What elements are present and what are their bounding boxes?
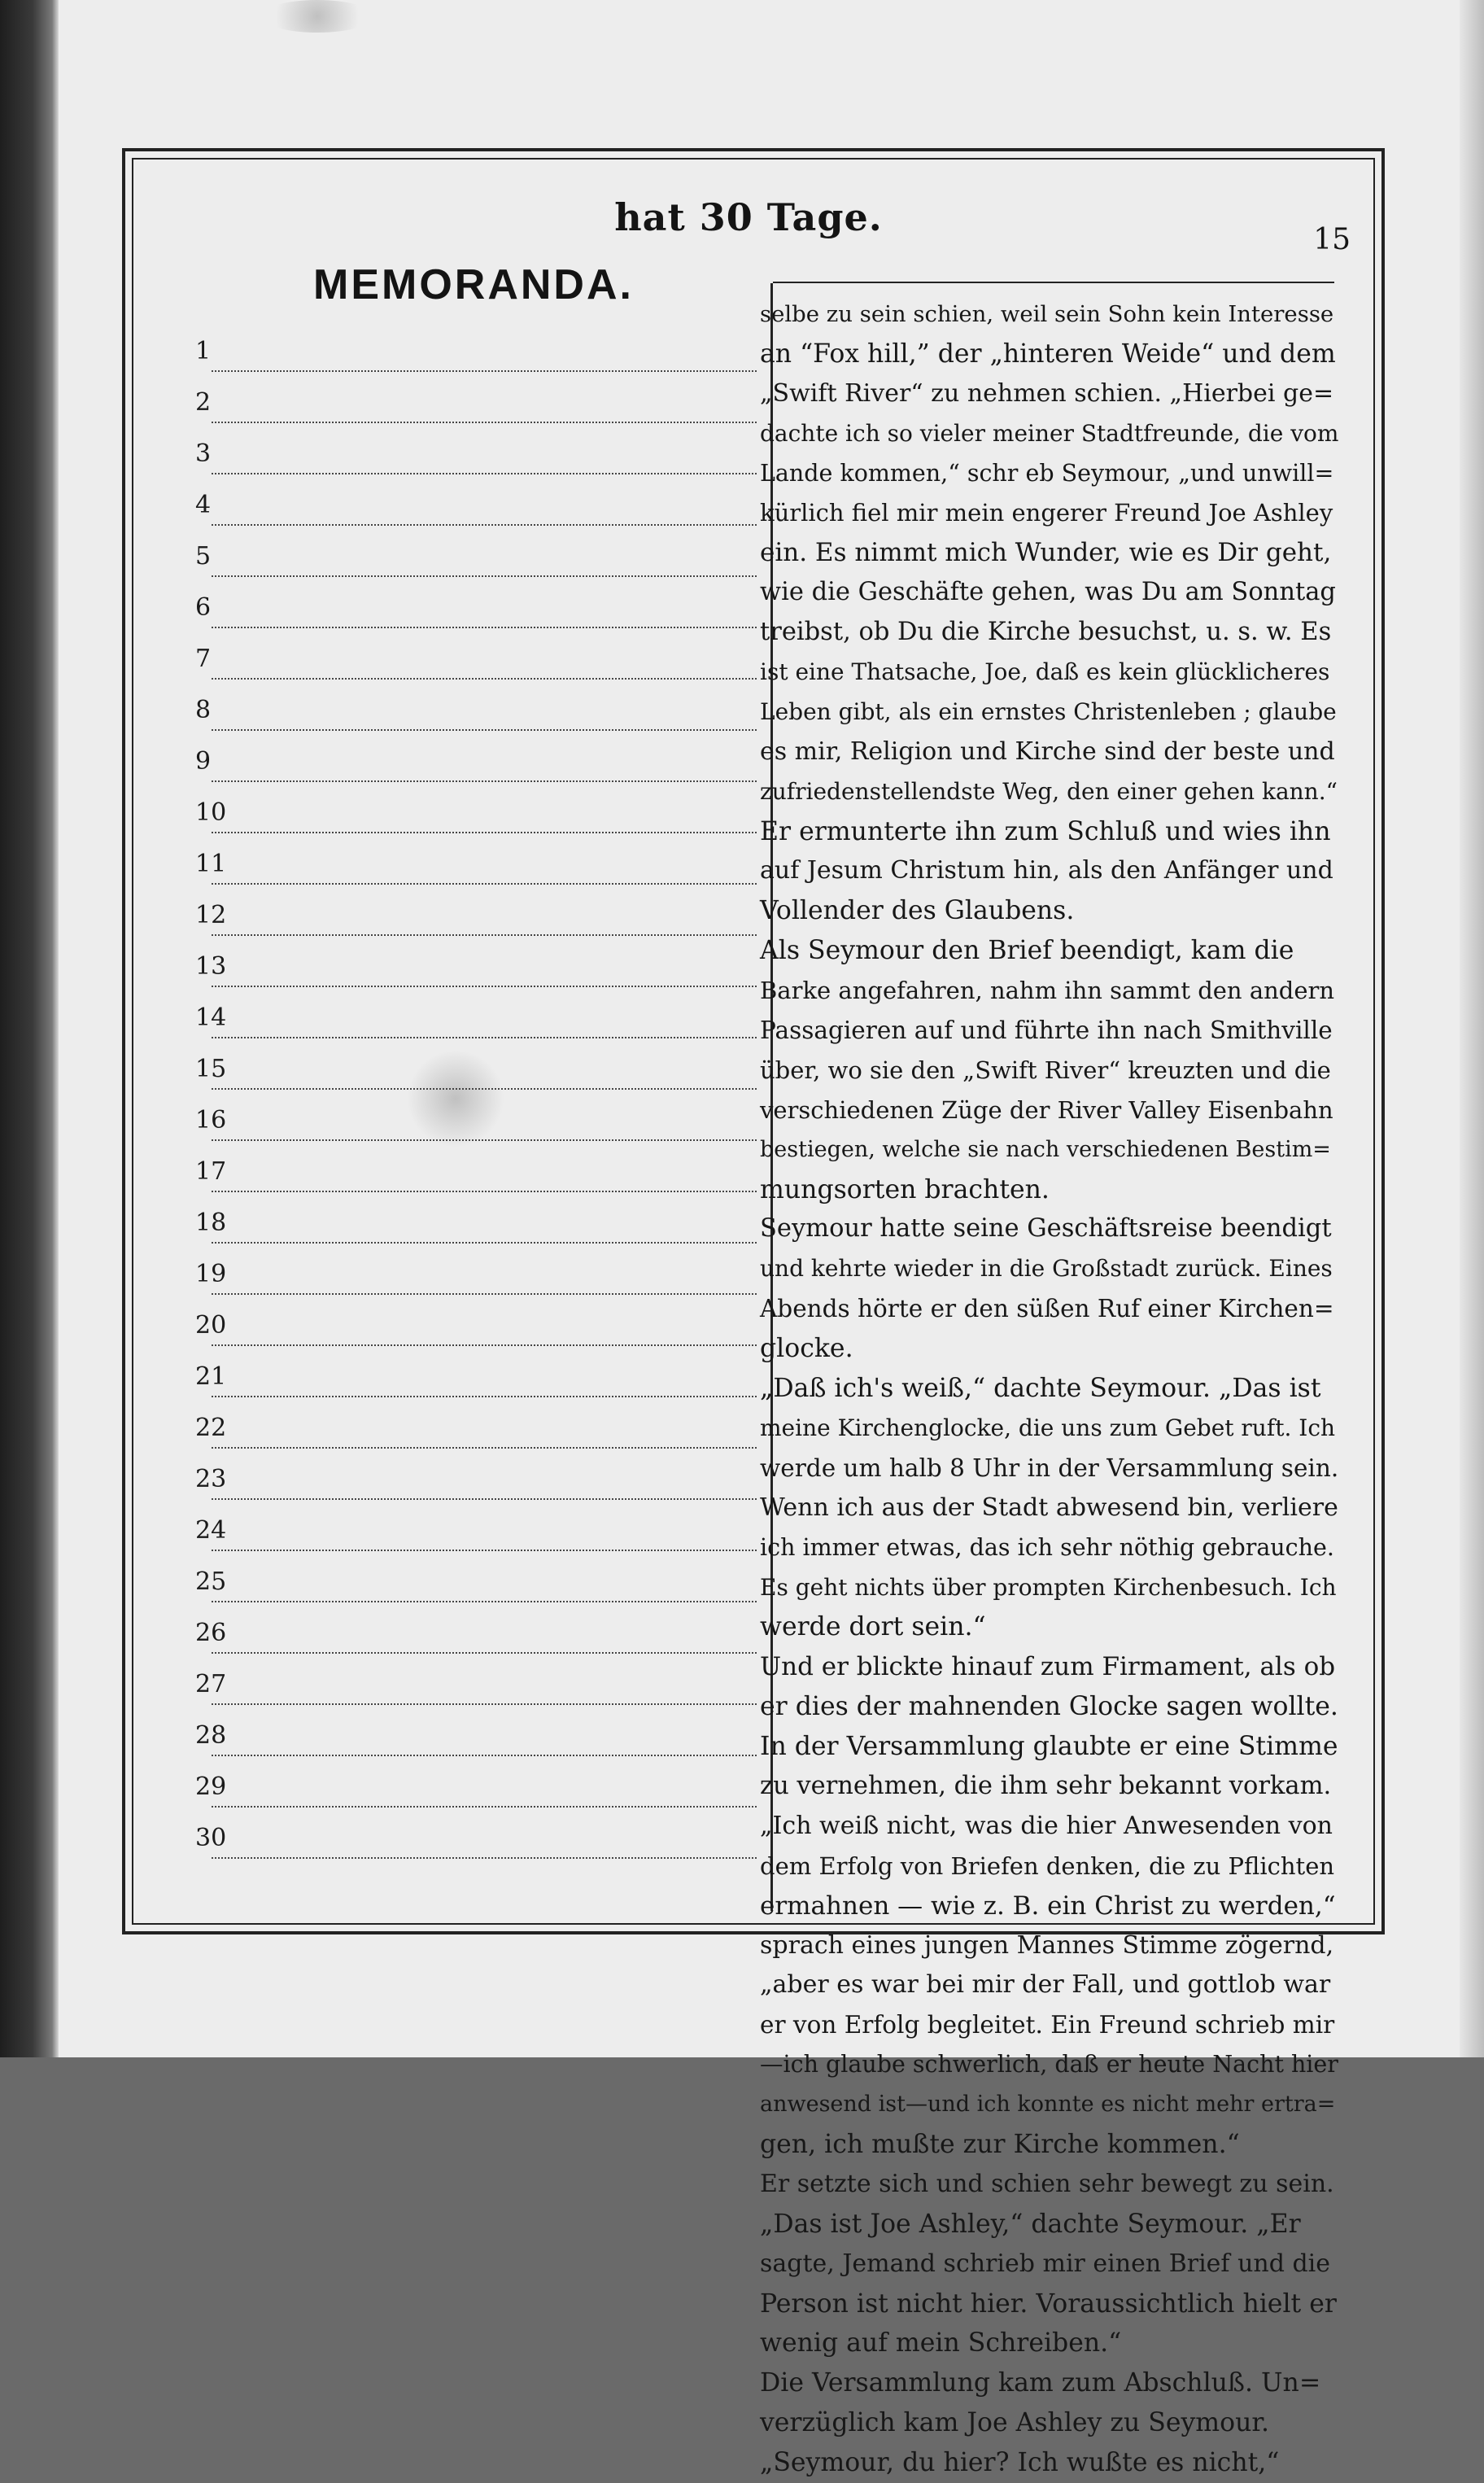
memo-line-number: 22 <box>195 1414 227 1442</box>
text-line: Er ermunterte ihn zum Schluß und wies ihn <box>760 816 1331 846</box>
book-binding-edge <box>0 0 59 2057</box>
text-line: Abends hörte er den süßen Ruf einer Kirchen= <box>760 1295 1334 1323</box>
memo-line <box>195 787 757 838</box>
text-line: Vollender des Glaubens. <box>760 896 1075 926</box>
text-line: werde um halb 8 Uhr in der Versammlung sein. <box>760 1454 1339 1482</box>
memo-dotted-rule <box>212 422 757 423</box>
memo-dotted-rule <box>212 1601 757 1602</box>
memo-line <box>195 1197 757 1248</box>
text-line: ist eine Thatsache, Joe, daß es kein glücklicheres <box>760 658 1330 686</box>
memo-line-number: 1 <box>195 337 212 365</box>
text-line: Person ist nicht hier. Voraussichtlich hielt er <box>760 2288 1337 2319</box>
text-line: wenig auf mein Schreiben.“ <box>760 2328 1122 2358</box>
text-line: selbe zu sein schien, weil sein Sohn kein Interesse <box>760 301 1334 327</box>
memo-line <box>195 479 757 531</box>
text-line: In der Versammlung glaubte er eine Stimme <box>760 1732 1338 1762</box>
memo-line <box>195 428 757 479</box>
memo-line <box>195 1505 757 1556</box>
text-line: es mir, Religion und Kirche sind der beste und <box>760 737 1335 766</box>
text-line: Als Seymour den Brief beendigt, kam die <box>760 936 1294 966</box>
memo-dotted-rule <box>212 1293 757 1295</box>
memo-line-number: 3 <box>195 439 212 468</box>
memo-dotted-rule <box>212 1550 757 1551</box>
memo-line <box>195 1095 757 1146</box>
memo-dotted-rule <box>212 1652 757 1654</box>
memo-dotted-rule <box>212 1703 757 1705</box>
memo-dotted-rule <box>212 1191 757 1192</box>
text-line: an “Fox hill,” der „hinteren Weide“ und dem <box>760 339 1336 369</box>
memo-line <box>195 633 757 684</box>
memo-dotted-rule <box>212 934 757 936</box>
text-line: meine Kirchenglocke, die uns zum Gebet ruft. Ich <box>760 1414 1336 1441</box>
memo-dotted-rule <box>212 678 757 680</box>
memo-dotted-rule <box>212 1139 757 1141</box>
text-line: Es geht nichts über prompten Kirchenbesuch. Ich <box>760 1573 1337 1601</box>
memo-line-number: 18 <box>195 1209 227 1237</box>
text-line: zu vernehmen, die ihm sehr bekannt vorkam. <box>760 1771 1332 1800</box>
memo-dotted-rule <box>212 1242 757 1244</box>
memo-dotted-rule <box>212 575 757 577</box>
ink-smudge <box>260 0 374 33</box>
memo-line <box>195 1607 757 1659</box>
text-line: ein. Es nimmt mich Wunder, wie es Dir geht, <box>760 538 1332 568</box>
text-line: auf Jesum Christum hin, als den Anfänger und <box>760 856 1333 885</box>
text-line: und kehrte wieder in die Großstadt zurück. Eines <box>760 1255 1333 1283</box>
memo-dotted-rule <box>212 1396 757 1397</box>
text-line: ermahnen — wie z. B. ein Christ zu werden,“ <box>760 1891 1336 1921</box>
memo-line-number: 4 <box>195 491 212 519</box>
memo-line-number: 5 <box>195 542 212 570</box>
text-line: kürlich fiel mir mein engerer Freund Joe Ashley <box>760 499 1333 527</box>
text-line: dem Erfolg von Briefen denken, die zu Pflichten <box>760 1851 1335 1880</box>
memo-line <box>195 326 757 377</box>
memo-dotted-rule <box>212 780 757 782</box>
page-edge <box>1460 0 1484 2057</box>
memo-line-number: 11 <box>195 850 227 878</box>
text-line: ich immer etwas, das ich sehr nöthig gebrauche. <box>760 1533 1334 1561</box>
memo-dotted-rule <box>212 883 757 885</box>
text-line: dachte ich so vieler meiner Stadtfreunde, die vom <box>760 419 1339 447</box>
text-line: wie die Geschäfte gehen, was Du am Sonntag <box>760 578 1336 607</box>
memo-dotted-rule <box>212 1498 757 1500</box>
text-line: Lande kommen,“ schr eb Seymour, „und unwill= <box>760 459 1334 487</box>
text-line: mungsorten brachten. <box>760 1174 1050 1204</box>
memo-line-number: 12 <box>195 901 227 929</box>
memo-dotted-rule <box>212 1857 757 1859</box>
text-line: Wenn ich aus der Stadt abwesend bin, verliere <box>760 1493 1338 1522</box>
memo-line <box>195 941 757 992</box>
page-number: 15 <box>1313 223 1351 256</box>
text-line: „Ich weiß nicht, was die hier Anwesenden von <box>760 1811 1333 1840</box>
memo-line <box>195 684 757 736</box>
memo-line <box>195 1659 757 1710</box>
memo-line-number: 26 <box>195 1619 227 1647</box>
text-line: Die Versammlung kam zum Abschluß. Un= <box>760 2368 1321 2398</box>
memo-line <box>195 1710 757 1761</box>
text-line: „Daß ich's weiß,“ dachte Seymour. „Das ist <box>760 1374 1321 1404</box>
memo-line-number: 16 <box>195 1106 227 1134</box>
memo-line-number: 24 <box>195 1516 227 1545</box>
text-line: Er setzte sich und schien sehr bewegt zu sein. <box>760 2169 1334 2198</box>
memo-line <box>195 1146 757 1197</box>
memo-line-number: 30 <box>195 1824 227 1852</box>
text-line: er dies der mahnenden Glocke sagen wollte. <box>760 1692 1338 1722</box>
memo-line <box>195 377 757 428</box>
text-line: „Swift River“ zu nehmen schien. „Hierbei ge= <box>760 378 1334 408</box>
memo-line-number: 17 <box>195 1157 227 1186</box>
memo-line-number: 29 <box>195 1773 227 1801</box>
text-line: zufriedenstellendste Weg, den einer gehen kann.“ <box>760 777 1338 805</box>
memo-line-number: 27 <box>195 1670 227 1698</box>
text-line: Seymour hatte seine Geschäftsreise beendigt <box>760 1214 1332 1244</box>
text-line: Barke angefahren, nahm ihn sammt den andern <box>760 977 1335 1005</box>
text-line: „Seymour, du hier? Ich wußte es nicht,“ <box>760 2448 1280 2478</box>
text-line: anwesend ist—und ich konnte es nicht mehr ertra= <box>760 2092 1336 2118</box>
memo-line <box>195 1556 757 1607</box>
memo-dotted-rule <box>212 1806 757 1808</box>
memo-line-number: 2 <box>195 388 212 417</box>
memo-dotted-rule <box>212 1447 757 1449</box>
memo-line-number: 7 <box>195 645 212 673</box>
memo-line-number: 6 <box>195 593 212 622</box>
memo-line-number: 21 <box>195 1362 227 1391</box>
text-line: Leben gibt, als ein ernstes Christenleben ; glaube <box>760 697 1337 725</box>
memo-dotted-rule <box>212 986 757 987</box>
memo-line-number: 25 <box>195 1567 227 1596</box>
memo-dotted-rule <box>212 1088 757 1090</box>
text-line: sprach eines jungen Mannes Stimme zögernd, <box>760 1930 1334 1960</box>
memo-line <box>195 890 757 941</box>
text-line: werde dort sein.“ <box>760 1612 986 1642</box>
memo-line <box>195 1402 757 1454</box>
text-line: gen, ich mußte zur Kirche kommen.“ <box>760 2129 1240 2159</box>
text-line: er von Erfolg begleitet. Ein Freund schrieb mir <box>760 2011 1335 2039</box>
memo-line-number: 19 <box>195 1260 227 1288</box>
text-line: Und er blickte hinauf zum Firmament, als ob <box>760 1652 1336 1682</box>
memoranda-title: MEMORANDA. <box>313 261 634 308</box>
memo-line-number: 23 <box>195 1465 227 1493</box>
memo-line <box>195 1454 757 1505</box>
memo-line <box>195 1351 757 1402</box>
memo-line-number: 13 <box>195 952 227 981</box>
text-line: treibst, ob Du die Kirche besuchst, u. s. w. Es <box>760 618 1332 647</box>
memo-line <box>195 736 757 787</box>
text-line: verzüglich kam Joe Ashley zu Seymour. <box>760 2408 1270 2438</box>
memo-line <box>195 1248 757 1300</box>
text-line: sagte, Jemand schrieb mir einen Brief und die <box>760 2249 1331 2278</box>
memo-line-number: 15 <box>195 1055 227 1083</box>
memo-line <box>195 582 757 633</box>
text-line: glocke. <box>760 1334 853 1364</box>
memo-dotted-rule <box>212 627 757 628</box>
body-text-column <box>760 295 1339 2483</box>
memo-dotted-rule <box>212 473 757 474</box>
memo-dotted-rule <box>212 370 757 372</box>
memo-line-number: 10 <box>195 798 227 827</box>
memo-line-number: 9 <box>195 747 212 776</box>
memo-line <box>195 1043 757 1095</box>
memo-line-number: 14 <box>195 1003 227 1032</box>
text-line: —ich glaube schwerlich, daß er heute Nacht hier <box>760 2051 1338 2079</box>
text-line: „aber es war bei mir der Fall, und gottlob war <box>760 1970 1331 2000</box>
memo-line <box>195 531 757 582</box>
running-head: hat 30 Tage. <box>614 195 883 239</box>
memo-dotted-rule <box>212 729 757 731</box>
memoranda-lines <box>195 326 757 1864</box>
memo-line <box>195 1761 757 1812</box>
text-line: über, wo sie den „Swift River“ kreuzten und die <box>760 1056 1331 1084</box>
memo-line <box>195 992 757 1043</box>
memo-line <box>195 1812 757 1864</box>
memo-dotted-rule <box>212 1344 757 1346</box>
memo-dotted-rule <box>212 524 757 526</box>
memo-line-number: 28 <box>195 1721 227 1750</box>
memo-dotted-rule <box>212 1755 757 1756</box>
memo-dotted-rule <box>212 832 757 833</box>
memo-line <box>195 838 757 890</box>
text-line: bestiegen, welche sie nach verschiedenen Bestim= <box>760 1136 1331 1162</box>
memo-line-number: 20 <box>195 1311 227 1340</box>
header-rule <box>773 282 1334 283</box>
memo-line-number: 8 <box>195 696 212 724</box>
memo-line <box>195 1300 757 1351</box>
text-line: „Das ist Joe Ashley,“ dachte Seymour. „Er <box>760 2209 1301 2239</box>
memo-dotted-rule <box>212 1037 757 1038</box>
text-line: verschiedenen Züge der River Valley Eisenbahn <box>760 1095 1333 1124</box>
text-line: Passagieren auf und führte ihn nach Smithville <box>760 1016 1333 1045</box>
